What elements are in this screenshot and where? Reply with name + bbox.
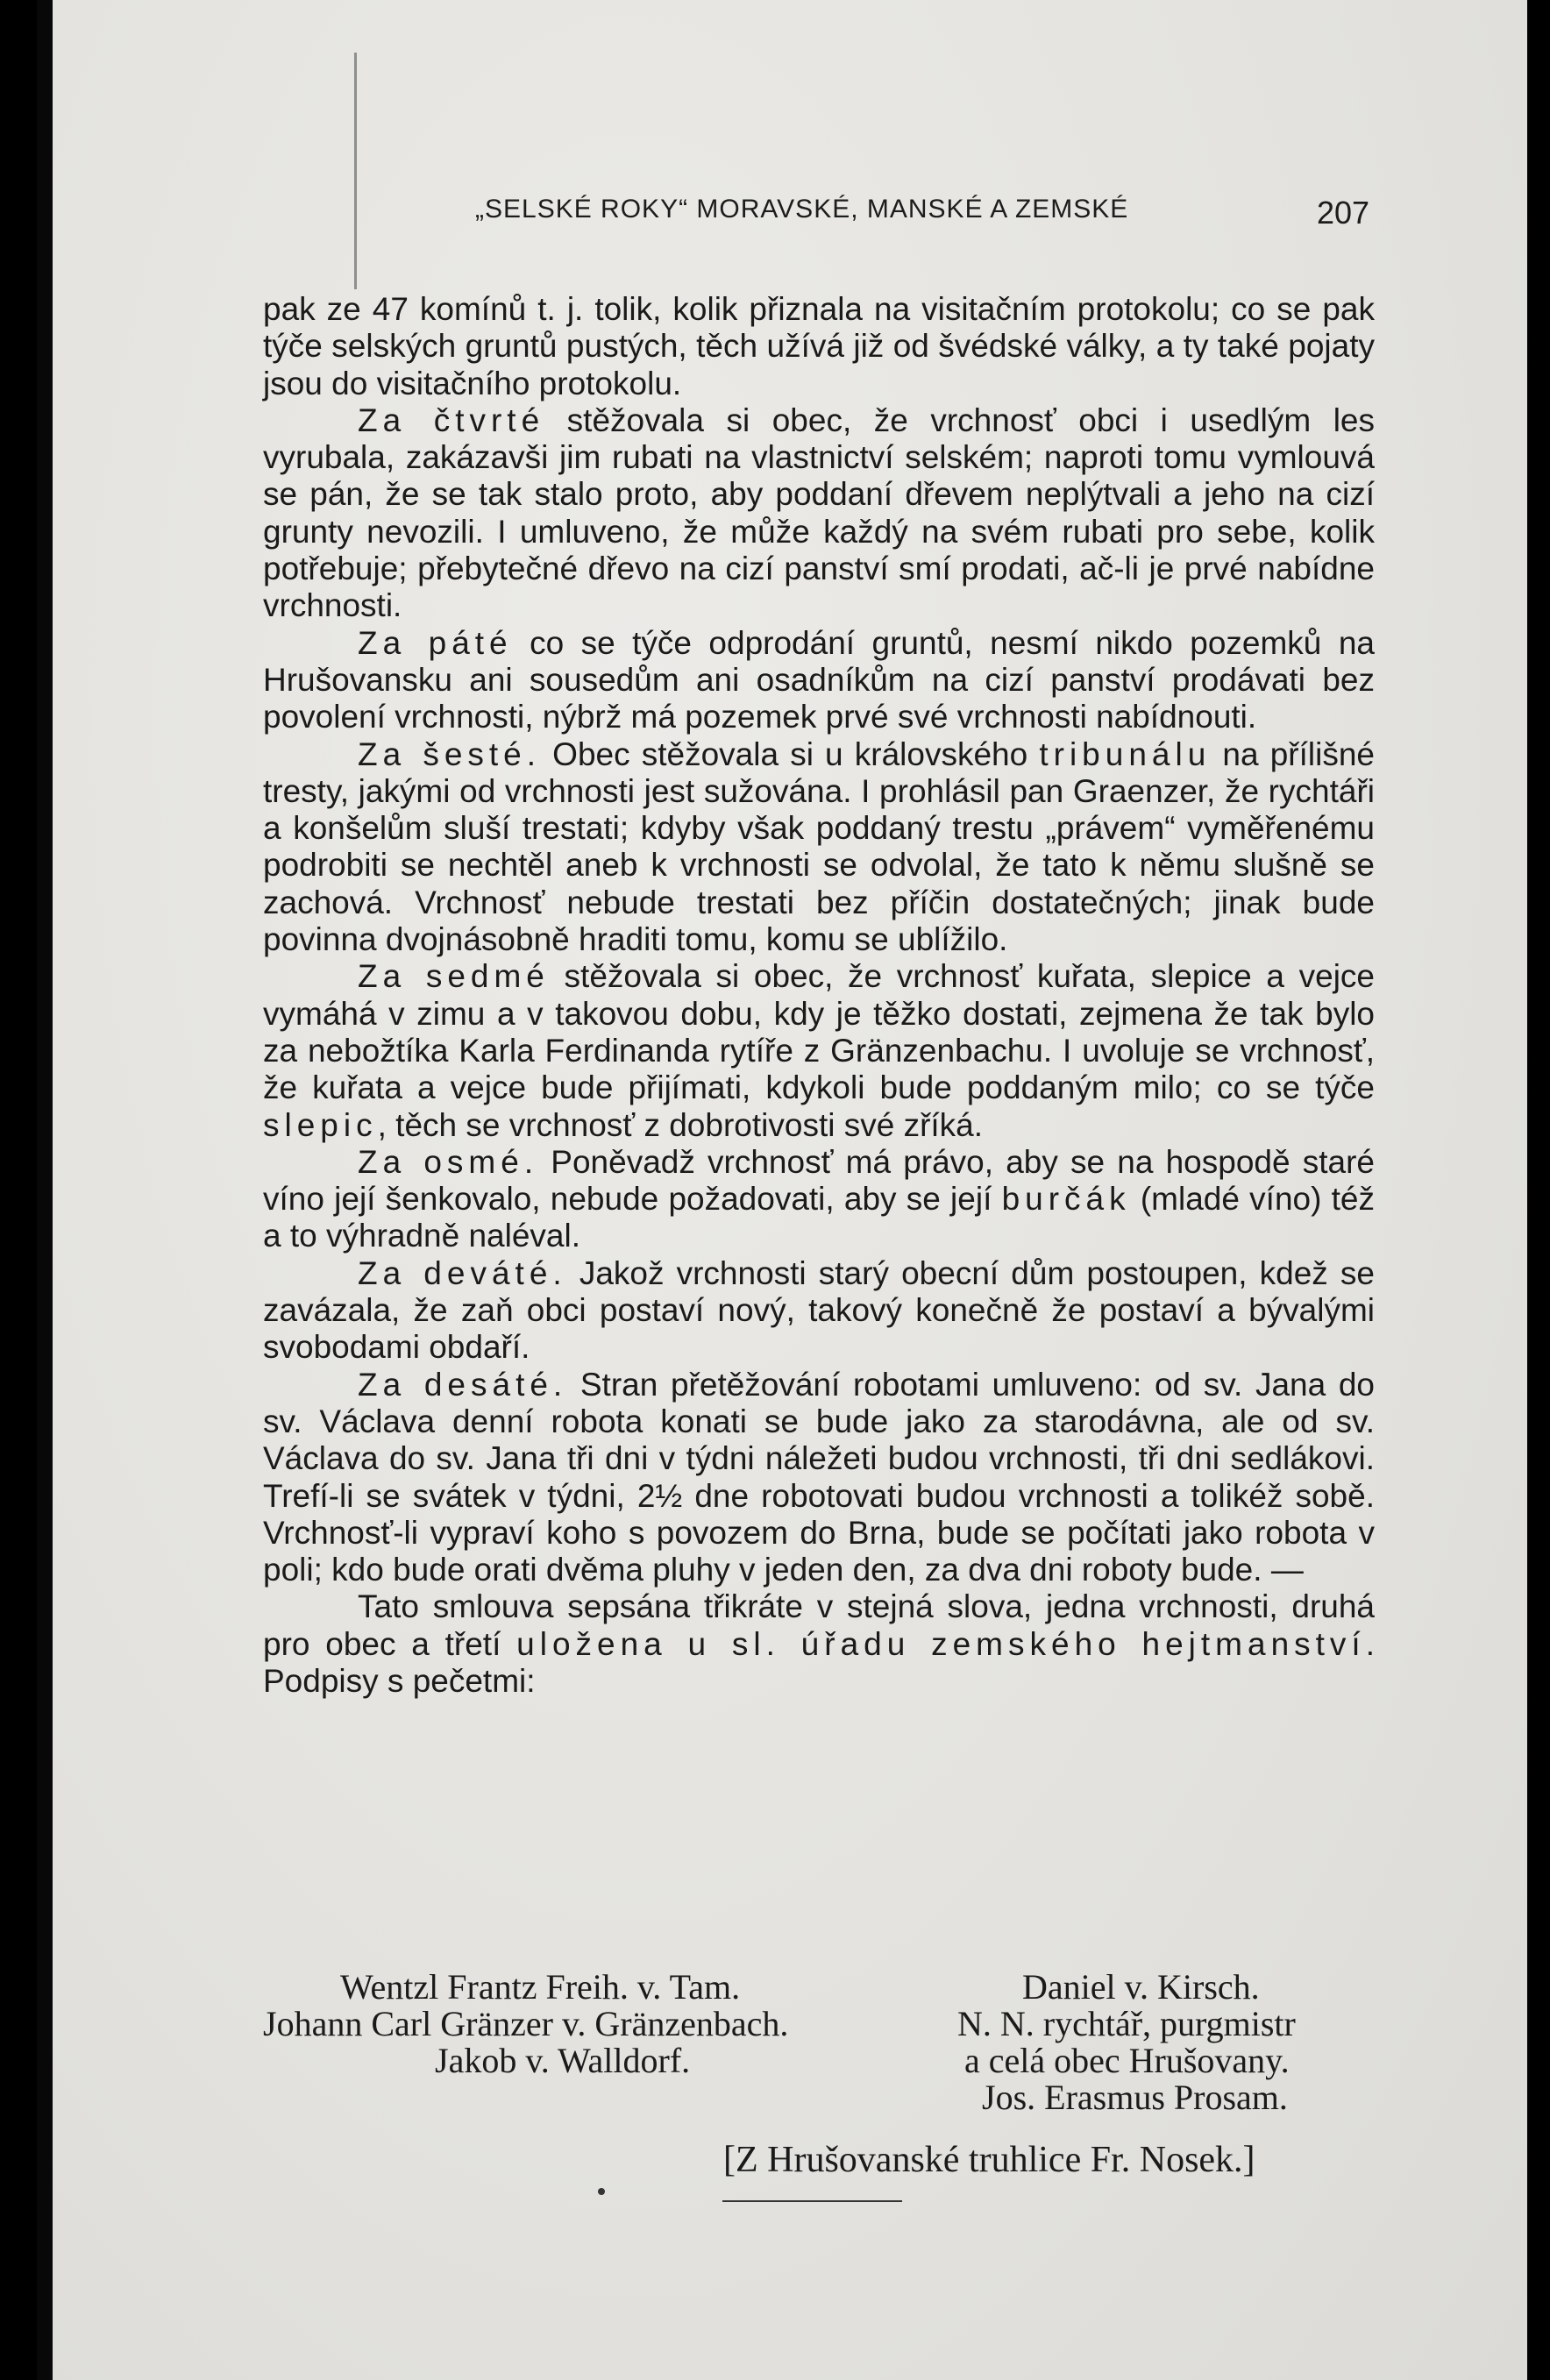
section-lead: Za čtvrté: [358, 401, 545, 438]
paragraph-8: [263, 1367, 1375, 1589]
paragraph-7: [263, 1255, 1375, 1367]
end-rule: [722, 2200, 902, 2202]
paragraph-text: stěžovala si obec, že vrchnosť obci i usedlým les vyrubala, zakázavši jim rubati na vlastnictví selském; naproti tomu vymlouvá se pán, že se tak stalo proto, aby poddaní dřevem neplýtvali a jeho na cizí grunty nevozili. I umluveno, že může každý na svém rubati pro sebe, kolik potřebuje; přebytečné dřevo na cizí panství smí prodati, ač-li je prvé nabídne vrchnosti.: [263, 401, 1375, 624]
signatures-right: [957, 1969, 1448, 2116]
section-lead: Za sedmé: [358, 958, 550, 995]
fraction: 2½: [636, 1477, 683, 1514]
book-page: [37, 0, 1527, 2380]
paragraph-1: pak ze 47 komínů t. j. tolik, kolik přiznala na visitačním protokolu; co se pak týče selských gruntů pustých, těch užívá již od švédské války, a ty také pojaty jsou do visitačního protokolu.: [263, 291, 1375, 401]
page-body: [263, 291, 1375, 1700]
spaced-word: burčák: [1001, 1181, 1131, 1218]
paragraph-text: Stran přetěžování robotami umluveno: od sv. Jana do sv. Václava denní robota konati se bude jako za starodávna, ale od sv. Václava do sv. Jana tři dni v týdni náležeti budou vrchnosti, tři dni sedlákovi. Trefí-li se svátek v týdni,: [263, 1366, 1375, 1514]
paragraph-text: dne robotovati budou vrchnosti a tolikéž sobě. Vrchnosť-li vypraví koho s povozem do Brna, bude se počítati jako robota v poli; kdo bude orati dvěma pluhy v jeden den, za dva dni roboty bude. —: [263, 1477, 1375, 1588]
section-lead: Za osmé.: [358, 1143, 539, 1180]
spaced-phrase: uložena u sl. úřadu zemského hejtmanství: [516, 1625, 1366, 1662]
paragraph-text: Poněvadž vrchnosť má právo, aby se na hospodě staré víno její šenkovalo, nebude požadovati, aby se její: [263, 1143, 1375, 1218]
paragraph-text: na přílišné tresty, jakými od vrchnosti jest sužována. I prohlásil pan Graenzer, že rychtáři a konšelům sluší trestati; kdyby však poddaný trestu „právem“ vyměřenému podrobiti se nechtěl aneb k vrchnosti se odvolal, že tato k němu slušně se zachová. Vrchnosť nebude trestati bez příčin dostatečných; jinak bude povinna dvojnásobně hraditi tomu, komu se ublížilo.: [263, 735, 1375, 958]
section-lead: Za páté: [358, 624, 513, 661]
signature-line: Jos. Erasmus Prosam.: [982, 2078, 1288, 2117]
signature-line: Wentzl Frantz Freih. v. Tam.: [340, 1967, 741, 2007]
paragraph-3: [263, 625, 1375, 736]
paragraph-text: co se týče odprodání gruntů, nesmí nikdo pozemků na Hrušovansku ani sousedům ani osadníkům na cizí panství prodávati bez povolení vrchnosti, nýbrž má pozemek prvé své vrchnosti nabídnouti.: [263, 624, 1375, 735]
source-note: [Z Hrušovanské truhlice Fr. Nosek.]: [723, 2140, 1255, 2180]
ink-dot: [598, 2188, 605, 2195]
paragraph-9: [263, 1588, 1375, 1700]
paragraph-text: Jakož vrchnosti starý obecní dům postoupen, kdež se zavázala, že zaň obci postaví nový, takový konečně že postaví a bývalými svobodami obdaří.: [263, 1254, 1375, 1366]
spaced-word: slepic: [263, 1106, 378, 1143]
signatures-left: [263, 1969, 929, 2079]
paragraph-6: [263, 1144, 1375, 1255]
paragraph-4: [263, 736, 1375, 959]
section-lead: Za deváté.: [358, 1254, 567, 1291]
signature-line: Daniel v. Kirsch.: [1022, 1967, 1260, 2007]
scan-edge: [37, 0, 53, 2380]
signature-line: a celá obec Hrušovany.: [964, 2041, 1290, 2080]
page-number: 207: [1317, 195, 1370, 231]
section-lead: Za šesté.: [358, 735, 542, 772]
signature-line: N. N. rychtář, purgmistr: [957, 2004, 1296, 2043]
paragraph-5: [263, 958, 1375, 1143]
paragraph-text: . Podpisy s pečetmi:: [263, 1625, 1375, 1699]
margin-line: [354, 53, 357, 289]
signature-line: Jakob v. Walldorf.: [435, 2041, 691, 2080]
paragraph-text: Tato smlouva sepsána třikráte v stejná slova, jedna vrchnosti, druhá pro obec a třetí: [263, 1588, 1375, 1662]
signature-line: Johann Carl Gränzer v. Gränzenbach.: [263, 2004, 789, 2043]
running-title: „SELSKÉ ROKY“ MORAVSKÉ, MANSKÉ A ZEMSKÉ: [475, 195, 1129, 224]
paragraph-text: Obec stěžovala si u královského: [541, 735, 1040, 772]
paragraph-text: , těch se vrchnosť z dobrotivosti své zříká.: [377, 1106, 984, 1143]
paragraph-2: [263, 402, 1375, 625]
paragraph-text: (mladé víno) též a to výhradně naléval.: [263, 1181, 1375, 1254]
paragraph-text: stěžovala si obec, že vrchnosť kuřata, slepice a vejce vymáhá v zimu a v takovou dobu, kdy je těžko dostati, zejmena že tak bylo za nebožtíka Karla Ferdinanda rytíře z Gränzenbachu. I uvoluje se vrchnosť, že kuřata a vejce bude přijímati, kdykoli bude poddaným milo; co se týče: [263, 958, 1376, 1106]
section-lead: Za desáté.: [358, 1366, 568, 1403]
spaced-word: tribunálu: [1039, 735, 1212, 772]
